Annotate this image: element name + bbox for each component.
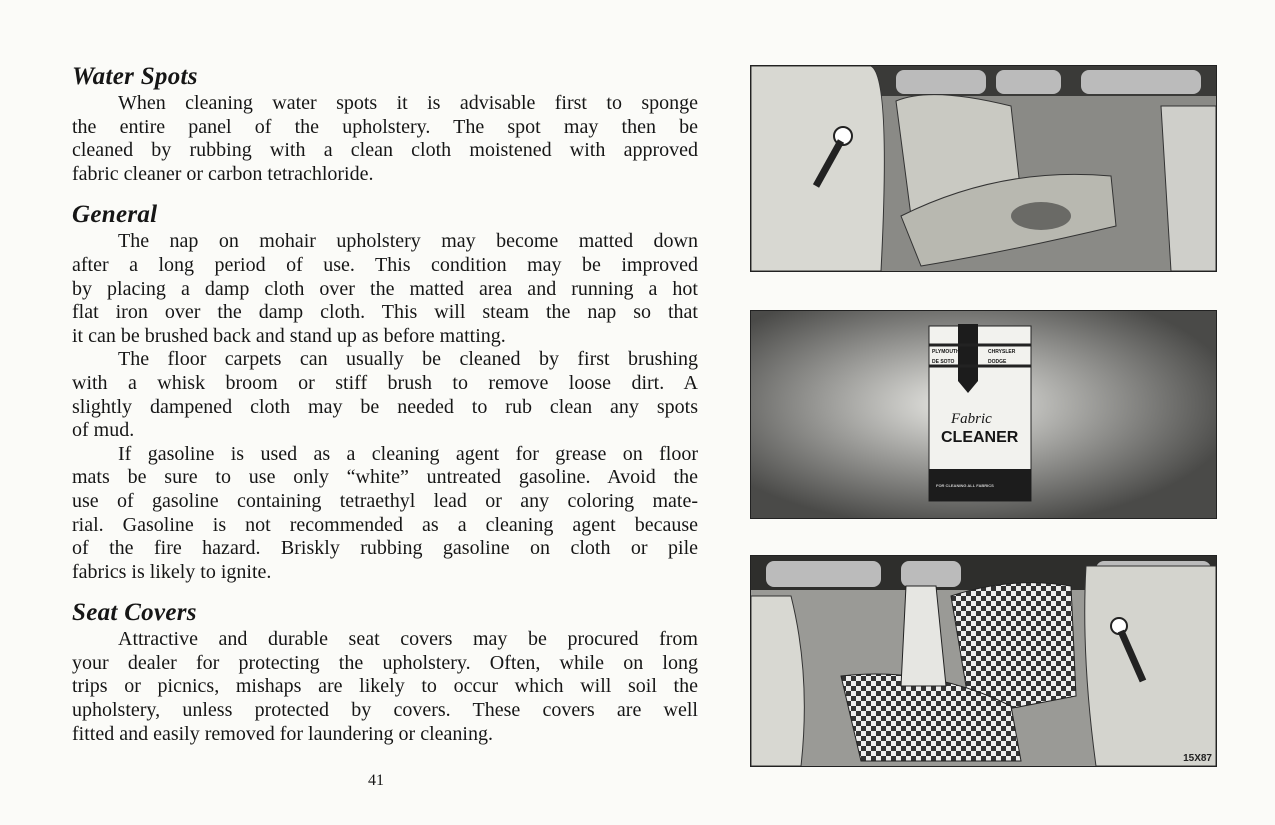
text-column (72, 62, 698, 760)
text-line: after a long period of use. This condition may be improved (72, 253, 698, 276)
text-line: flat iron over the damp cloth. This will steam the nap so that (72, 301, 698, 324)
paragraph (72, 92, 698, 186)
text-line: fabric cleaner or carbon tetrachloride. (72, 162, 374, 185)
text-line: mats be sure to use only “white” untreated gasoline. Avoid the (72, 466, 698, 489)
can-brand-right-2: DODGE (988, 359, 1007, 365)
text-line: The floor carpets can usually be cleaned by first brushing (118, 348, 698, 371)
illustration-code: 15X87 (1183, 753, 1212, 764)
can-brand-left-1: PLYMOUTH (932, 349, 960, 355)
section-heading: Water Spots (72, 63, 198, 90)
text-line: with a whisk broom or stiff brush to remove loose dirt. A (72, 371, 698, 394)
text-line: it can be brushed back and stand up as before matting. (72, 324, 506, 347)
text-line: of mud. (72, 419, 135, 442)
page-number: 41 (368, 772, 384, 789)
text-line: use of gasoline containing tetraethyl lead or any coloring mate- (72, 489, 698, 512)
can-brand-right-1: CHRYSLER (988, 349, 1016, 355)
can-footer: FOR CLEANING ALL FABRICS (936, 483, 994, 488)
can-product: CLEANER (941, 429, 1019, 446)
text-line: of the fire hazard. Briskly rubbing gasoline on cloth or pile (72, 537, 698, 560)
text-line: fitted and easily removed for laundering or cleaning. (72, 722, 493, 745)
section-water-spots (72, 62, 698, 186)
illustration-fabric-cleaner-can (750, 310, 1217, 519)
can-script: Fabric (951, 411, 992, 427)
illustration-seat-covers (750, 555, 1217, 767)
section-heading: Seat Covers (72, 599, 197, 627)
text-line: fabrics is likely to ignite. (72, 560, 272, 583)
text-line: slightly dampened cloth may be needed to rub clean any spots (72, 395, 698, 418)
text-line: cleaned by rubbing with a clean cloth moistened with approved (72, 139, 698, 162)
text-line: upholstery, unless protected by covers. These covers are well (72, 699, 698, 722)
can-brand-left-2: DE SOTO (932, 359, 955, 365)
text-line: When cleaning water spots it is advisable first to sponge (118, 92, 698, 114)
section-seat-covers (72, 598, 698, 746)
paragraph (72, 348, 698, 442)
text-line: your dealer for protecting the upholstery. Often, while on long (72, 651, 698, 674)
text-line: If gasoline is used as a cleaning agent for grease on floor (118, 442, 698, 465)
text-line: trips or picnics, mishaps are likely to occur which will soil the (72, 675, 698, 698)
text-line: The nap on mohair upholstery may become matted down (118, 230, 698, 253)
paragraph (72, 443, 698, 585)
text-line: Attractive and durable seat covers may be procured from (118, 628, 698, 651)
text-line: the entire panel of the upholstery. The spot may then be (72, 115, 698, 138)
paragraph (72, 230, 698, 348)
text-line: by placing a damp cloth over the matted area and running a hot (72, 277, 698, 300)
section-general (72, 200, 698, 584)
section-heading: General (72, 201, 158, 229)
text-line: rial. Gasoline is not recommended as a cleaning agent because (72, 513, 698, 536)
paragraph (72, 628, 698, 746)
illustration-car-rear-seat (750, 65, 1217, 272)
